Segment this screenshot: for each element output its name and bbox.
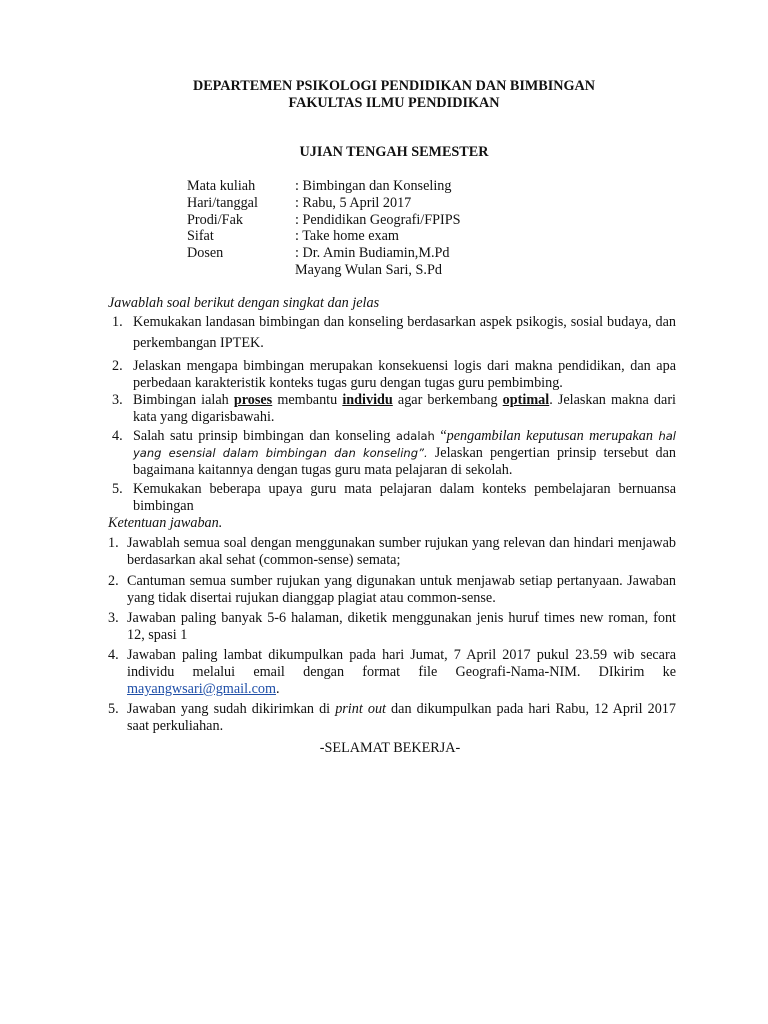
rule-text: Jawaban paling lambat dikumpulkan pada hari Jumat, 7 April 2017 pukul 23.59 wib secara individu melalui email dengan format file Geografi-Nama-NIM. DIkirim ke	[127, 647, 676, 680]
info-value: : Pendidikan Geografi/FPIPS	[295, 211, 461, 228]
info-label: Mata kuliah	[187, 178, 256, 194]
rule-1	[108, 535, 676, 569]
question-4	[108, 428, 676, 479]
document-header	[0, 78, 768, 112]
info-value: : Dr. Amin Budiamin,M.Pd	[295, 245, 450, 262]
rule-text-part: Jawaban yang sudah dikirimkan di	[127, 701, 336, 717]
department-name: DEPARTEMEN PSIKOLOGI PENDIDIKAN DAN BIMBINGAN	[192, 78, 596, 94]
keyword-optimal: optimal	[502, 392, 550, 408]
rule-number: 2.	[108, 573, 119, 589]
question-3	[108, 392, 676, 426]
rule-number: 1.	[108, 535, 119, 551]
info-label: Dosen	[187, 245, 224, 262]
rule-5	[108, 701, 676, 735]
rule-number: 3.	[108, 610, 119, 626]
info-label: Sifat	[187, 228, 214, 245]
info-row-lecturer	[187, 245, 461, 262]
question-text-part: Bimbingan ialah	[133, 392, 234, 408]
question-text-part: . Jelaskan makna dari kata yang digarisbawahi.	[133, 392, 676, 425]
question-text: Jelaskan mengapa bimbingan merupakan konsekuensi logis dari makna pendidikan, dan apa perbedaan karakteristik konteks tugas guru dengan tugas guru pembimbing.	[133, 358, 676, 391]
rule-text-end: .	[276, 681, 280, 697]
instructions	[108, 295, 676, 735]
rule-4	[108, 647, 676, 698]
info-label: Hari/tanggal	[187, 194, 258, 211]
questions-intro: Jawablah soal berikut dengan singkat dan jelas	[108, 295, 380, 311]
info-value: : Rabu, 5 April 2017	[295, 194, 412, 211]
rule-text: Jawaban paling banyak 5-6 halaman, diketik menggunakan jenis huruf times new roman, font 12, spasi 1	[127, 610, 676, 643]
email-link[interactable]: mayangwsari@gmail.com	[127, 681, 276, 697]
exam-info	[187, 178, 461, 279]
info-row-date	[187, 195, 461, 212]
rules-title: Ketentuan jawaban.	[108, 515, 223, 531]
faculty-name: FAKULTAS ILMU PENDIDIKAN	[288, 95, 500, 111]
rule-number: 4.	[108, 647, 119, 663]
question-text-part: Salah satu prinsip bimbingan dan konseling	[133, 428, 396, 444]
rule-text: Jawablah semua soal dengan menggunakan sumber rujukan yang relevan dan hindari menjawab berdasarkan akal sehat (common-sense) semata;	[127, 535, 676, 568]
closing-message	[0, 740, 768, 757]
question-1	[108, 312, 676, 354]
question-text: Kemukakan landasan bimbingan dan konseling berdasarkan aspek psikogis, sosial budaya, dan perkembangan IPTEK.	[133, 314, 676, 351]
question-2	[108, 358, 676, 392]
rule-3	[108, 610, 676, 644]
info-value: : Bimbingan dan Konseling	[295, 178, 452, 194]
principle-quote: pengambilan keputusan merupakan	[446, 428, 653, 444]
principle-quote-continued: hal yang esensial dalam bimbingan dan konseling	[133, 429, 676, 460]
exam-title	[0, 144, 768, 161]
question-5	[108, 481, 676, 515]
question-list	[108, 312, 676, 515]
rules-list	[108, 535, 676, 735]
rule-text: Cantuman semua sumber rujukan yang digunakan untuk menjawab setiap pertanyaan. Jawaban yang tidak disertai rujukan dianggap plagiat atau common-sense.	[127, 573, 676, 606]
question-text-part: Jelaskan pengertian prinsip tersebut dan bagaimana kaitannya dengan tugas guru mata pelajaran di sekolah.	[133, 445, 677, 478]
print-out-term: print out	[335, 701, 386, 717]
info-label: Prodi/Fak	[187, 211, 243, 228]
info-second-lecturer: Mayang Wulan Sari, S.Pd	[295, 261, 442, 278]
question-text-part: membantu	[272, 392, 343, 408]
question-text-part: agar berkembang	[392, 392, 503, 408]
rule-number: 5.	[108, 701, 119, 717]
question-number: 2.	[112, 358, 123, 374]
question-number: 1.	[112, 314, 123, 330]
question-text-part: adalah	[395, 429, 435, 443]
info-row-course	[187, 178, 461, 195]
question-number: 3.	[112, 392, 123, 408]
rule-2	[108, 573, 676, 607]
keyword-proses: proses	[233, 392, 273, 408]
exam-title-text: UJIAN TENGAH SEMESTER	[299, 144, 489, 160]
keyword-individu: individu	[342, 392, 393, 408]
question-number: 4.	[112, 428, 123, 444]
quote-close: ”.	[418, 446, 428, 460]
question-number: 5.	[112, 481, 123, 497]
question-text-part: “	[434, 428, 447, 444]
question-text: Kemukakan beberapa upaya guru mata pelajaran dalam konteks pembelajaran bernuansa bimbingan	[133, 481, 676, 514]
info-row-nature	[187, 228, 461, 245]
info-row-program	[187, 212, 461, 229]
info-value: : Take home exam	[295, 228, 399, 245]
rule-text-part: dan dikumpulkan pada hari Rabu, 12 April 2017 saat perkuliahan.	[127, 701, 676, 734]
closing-text: -SELAMAT BEKERJA-	[319, 740, 461, 756]
